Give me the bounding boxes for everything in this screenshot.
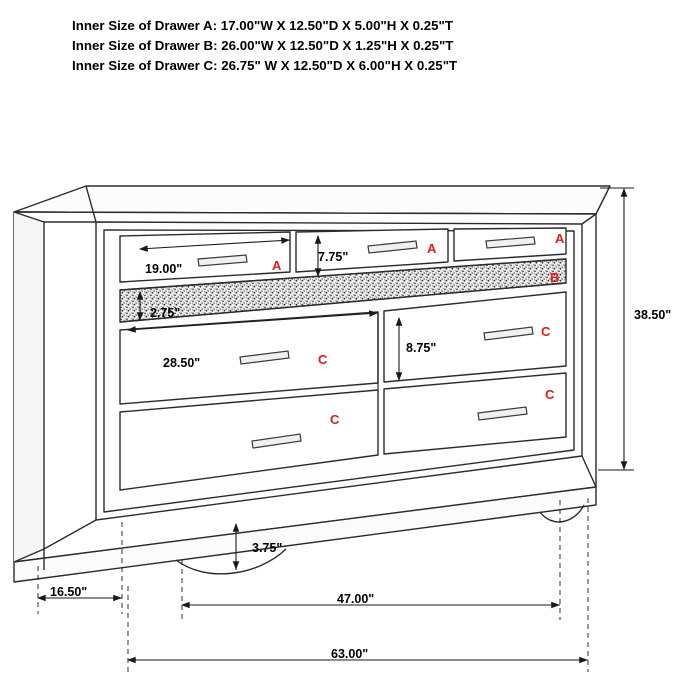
dim-depth-side: 16.50" bbox=[50, 585, 88, 599]
tag-top-left-drawer: A bbox=[272, 258, 282, 273]
tag-top-right-drawer: A bbox=[555, 231, 565, 246]
dim-base-clearance-height: 3.75" bbox=[252, 541, 283, 555]
dim-width-lower-left-drawer: 28.50" bbox=[163, 356, 201, 370]
tag-bottom-right-drawer: C bbox=[545, 387, 555, 402]
tag-mid-right-drawer: C bbox=[541, 324, 551, 339]
tag-top-middle-drawer: A bbox=[427, 241, 437, 256]
spec-line-drawer-c: Inner Size of Drawer C: 26.75" W X 12.50"D X 6.00"H X 0.25"T bbox=[72, 58, 458, 73]
spec-line-drawer-b: Inner Size of Drawer B: 26.00"W X 12.50"D X 1.25"H X 0.25"T bbox=[72, 38, 454, 53]
dim-overall-width: 63.00" bbox=[331, 647, 369, 661]
dim-height-glitter-band: 2.75" bbox=[150, 306, 181, 320]
dim-overall-height: 38.50" bbox=[634, 308, 672, 322]
dim-width-base: 47.00" bbox=[337, 592, 375, 606]
spec-line-drawer-a: Inner Size of Drawer A: 17.00"W X 12.50"D X 5.00"H X 0.25"T bbox=[72, 18, 453, 33]
dim-height-top-middle-drawer: 7.75" bbox=[318, 250, 349, 264]
dim-width-top-left-drawer: 19.00" bbox=[145, 262, 183, 276]
tag-mid-left-drawer: C bbox=[318, 352, 328, 367]
tag-glitter-band-drawer: B bbox=[550, 270, 560, 285]
dim-height-lower-right-drawer: 8.75" bbox=[406, 341, 437, 355]
tag-bottom-left-drawer: C bbox=[330, 412, 340, 427]
